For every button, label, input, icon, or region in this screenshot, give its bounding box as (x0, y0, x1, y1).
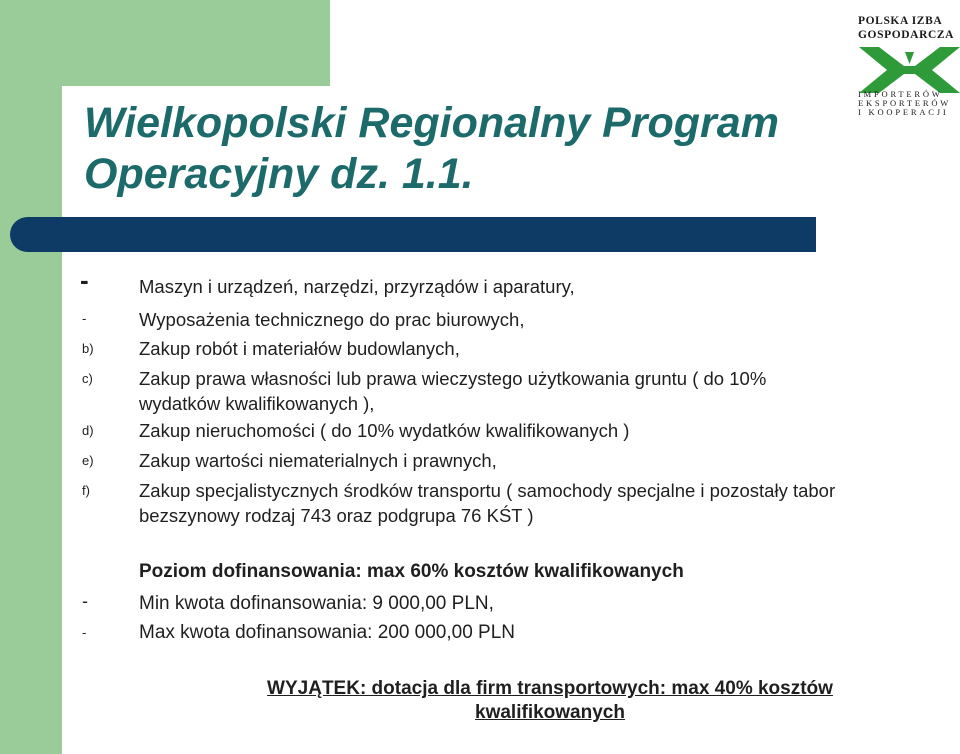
title-divider-bar (10, 217, 816, 252)
logo-text-line-5: I KOOPERACJI (858, 107, 949, 117)
title-line-2: Operacyjny dz. 1.1. (84, 150, 474, 198)
logo-text-line-1: POLSKA IZBA (858, 15, 943, 27)
list-item-text: Wyposażenia technicznego do prac biurowych, (139, 309, 525, 330)
logo-text-line-3: IMPORTERÓW (858, 89, 943, 99)
list-marker: - (82, 591, 88, 611)
amount-text: Min kwota dofinansowania: 9 000,00 PLN, (139, 593, 494, 614)
list-marker: e) (82, 453, 94, 468)
list-marker: c) (82, 371, 93, 386)
funding-level: Poziom dofinansowania: max 60% kosztów kwalifikowanych (139, 561, 684, 582)
list-item-text: Zakup prawa własności lub prawa wieczystego użytkowania gruntu ( do 10% wydatków kwalifikowanych ), (139, 368, 767, 414)
list-marker: b) (82, 341, 94, 356)
list-marker: d) (82, 423, 94, 438)
list-marker: - (82, 625, 87, 640)
list-item-text: Zakup specjalistycznych środków transportu ( samochody specjalne i pozostały tabor bezszynowy rodzaj 743 oraz podgrupa 76 KŚT ) (139, 480, 836, 526)
list-item-text: Zakup nieruchomości ( do 10% wydatków kwalifikowanych ) (139, 420, 630, 441)
list-marker: - (80, 265, 89, 295)
green-top-panel (0, 0, 330, 86)
list-item-text: Zakup robót i materiałów budowlanych, (139, 338, 460, 359)
title-line-1: Wielkopolski Regionalny Program (84, 99, 779, 147)
list-item-text: Zakup wartości niematerialnych i prawnych, (139, 450, 497, 471)
list-item-text: Maszyn i urządzeń, narzędzi, przyrządów i aparatury, (139, 276, 575, 297)
logo-text-line-2: GOSPODARCZA (858, 29, 955, 41)
company-logo (850, 12, 960, 122)
green-side-panel (0, 0, 62, 754)
list-marker: f) (82, 483, 90, 498)
logo-text-line-4: EKSPORTERÓW (858, 98, 952, 108)
slide-title (84, 98, 844, 200)
list-marker: - (82, 311, 87, 326)
amount-text: Max kwota dofinansowania: 200 000,00 PLN (139, 622, 516, 643)
exception-note: WYJĄTEK: dotacja dla firm transportowych: max 40% kosztów kwalifikowanych (267, 678, 833, 723)
